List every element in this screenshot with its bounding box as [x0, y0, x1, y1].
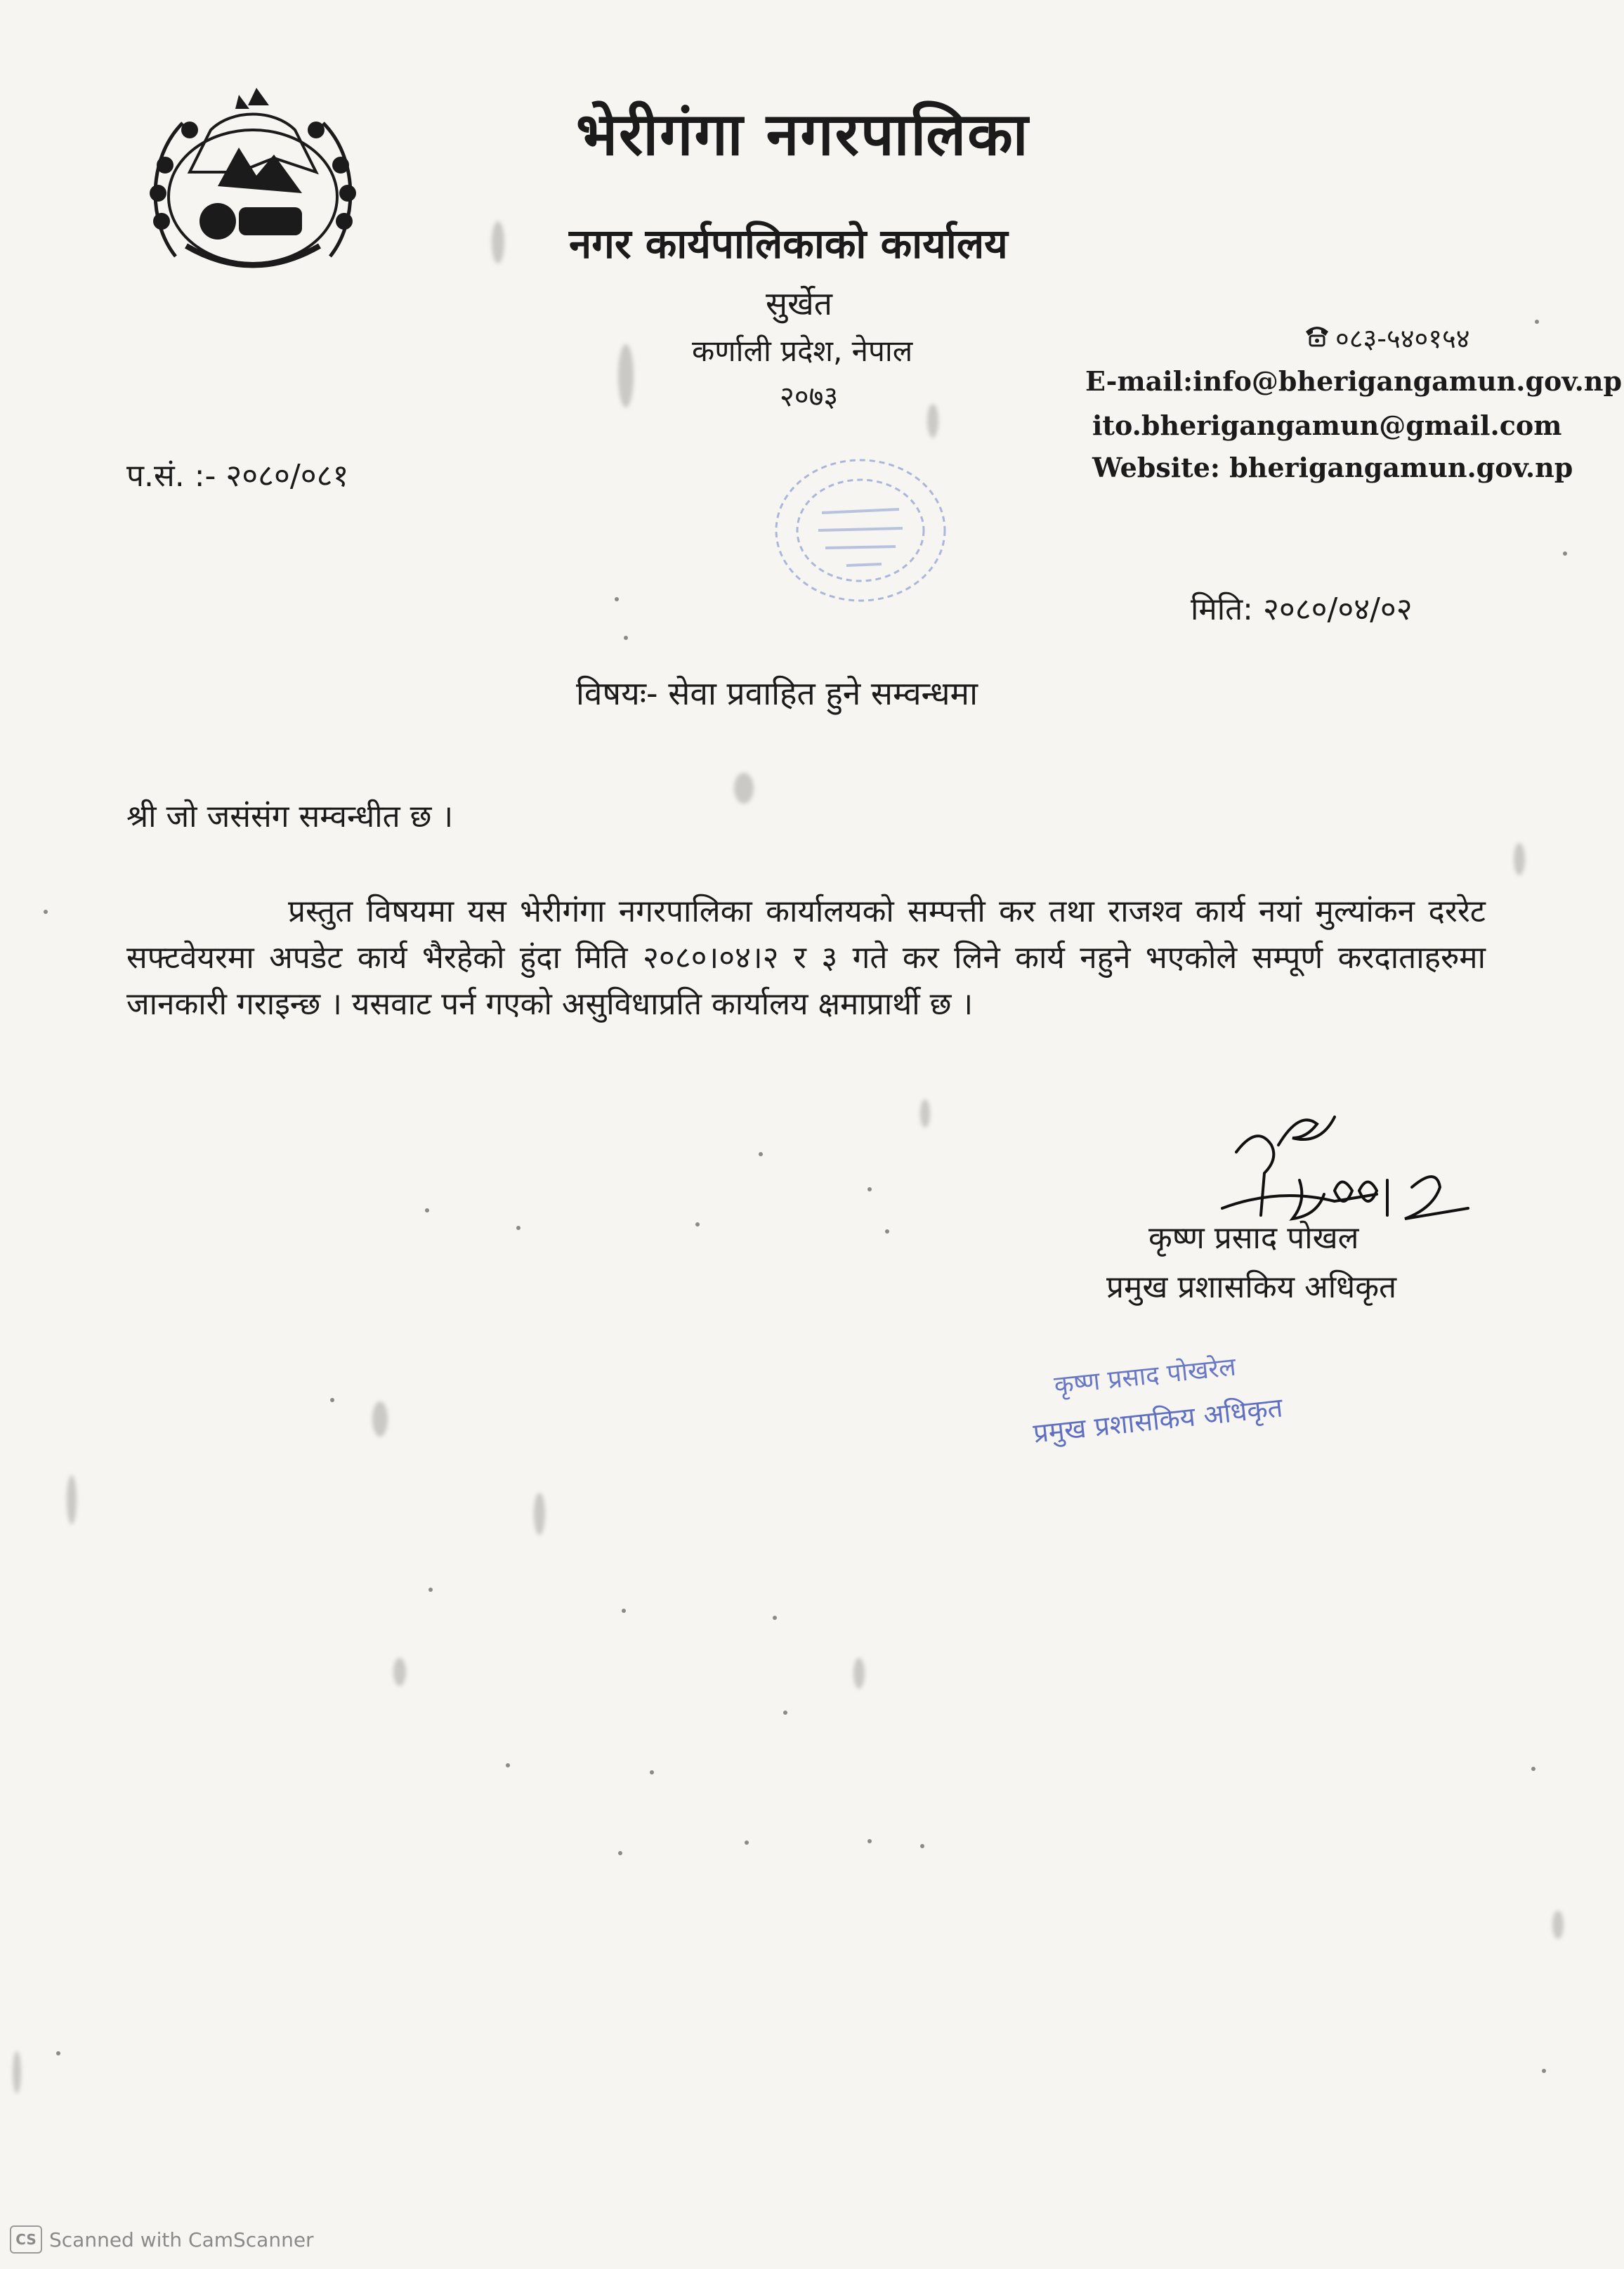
reference-number: प.सं. :- २०८०/०८१ — [126, 458, 349, 494]
office-stamp — [755, 450, 959, 611]
website-address[interactable]: Website: bherigangamun.gov.np — [1092, 452, 1573, 483]
signatory-name-stamp — [1033, 1352, 1328, 1458]
office-name: नगर कार्यपालिकाको कार्यालय — [569, 220, 1008, 268]
province: कर्णाली प्रदेश, नेपाल — [692, 334, 913, 368]
email-address[interactable]: E-mail:info@bherigangamun.gov.np — [1085, 365, 1623, 397]
scanner-text: Scanned with CamScanner — [49, 2228, 314, 2251]
phone-row — [1303, 320, 1470, 356]
stamp-name: कृष्ण प्रसाद पोखरेल — [1052, 1352, 1238, 1401]
letter-body: प्रस्तुत विषयमा यस भेरीगंगा नगरपालिका कार्यालयको सम्पत्ती कर तथा राजश्व कार्य नयां मुल्यांकन दररेट सफ्टवेयरमा अपडेट कार्य भैरहेको हुंदा मिति २०८०।०४।२ र ३ गते कर लिने कार्य नहुने भएकोले सम्पूर्ण करदाताहरुमा जानकारी गराइन्छ । यसवाट पर्न गएको असुविधाप्रति कार्यालय क्षमाप्रार्थी छ । — [126, 894, 1486, 1022]
government-emblem — [133, 81, 372, 299]
phone-number: ०८३-५४०१५४ — [1335, 323, 1470, 354]
letter-salutation: श्री जो जसंसंग सम्वन्धीत छ । — [126, 799, 454, 835]
stamp-title: प्रमुख प्रशासकिय अधिकृत — [1031, 1392, 1285, 1449]
letter-subject: विषयः- सेवा प्रवाहित हुने सम्वन्धमा — [576, 674, 978, 712]
signatory-title: प्रमुख प्रशासकिय अधिकृत — [1106, 1269, 1397, 1305]
camscanner-logo: CS — [10, 2225, 42, 2254]
year-established: २०७३ — [780, 381, 839, 413]
signatory-name: कृष्ण प्रसाद पोखल — [1148, 1220, 1359, 1256]
scanner-watermark — [10, 2225, 314, 2254]
telephone-icon — [1303, 322, 1331, 353]
letter-date: मिति: २०८०/०४/०२ — [1191, 591, 1413, 627]
organization-name: भेरीगंगा नगरपालिका — [576, 100, 1030, 169]
alternate-email-address[interactable]: ito.bherigangamun@gmail.com — [1092, 410, 1562, 441]
district: सुर्खेत — [766, 285, 832, 322]
